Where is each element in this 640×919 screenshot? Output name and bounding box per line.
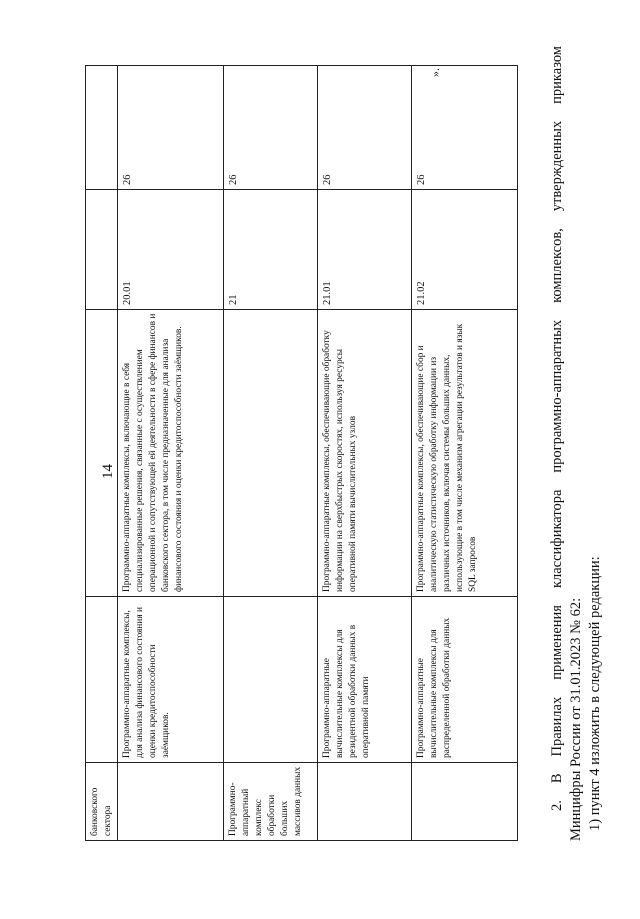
subclass-name-cell: Программно-аппаратные вычислительные комплексы для распределенной обработки данных — [412, 597, 518, 763]
number-cell: 26 — [412, 66, 518, 190]
table-row — [86, 66, 118, 841]
subclass-name-cell: Программно-аппаратные вычислительные комплексы для резидентной обработки данных в оперативной памяти — [318, 597, 412, 763]
class-name-cell — [118, 763, 224, 841]
table-row — [412, 66, 518, 841]
description-cell — [86, 310, 118, 597]
paragraph-subitem: 1) пункт 4 изложить в следующей редакции: — [587, 556, 603, 831]
description-cell: Программно-аппаратные комплексы, обеспечивающие сбор и аналитическую статистическую обработку информации из различных источников, включая системы больших данных, использующие в том числе механизм агрегации результатов и язык SQL запросов — [412, 310, 518, 597]
class-name-cell — [412, 763, 518, 841]
amendment-paragraph — [548, 46, 605, 841]
code-cell: 21 — [224, 190, 318, 310]
number-cell — [86, 66, 118, 190]
number-cell: 26 — [118, 66, 224, 190]
subclass-name-cell — [86, 597, 118, 763]
subclass-name-cell — [224, 597, 318, 763]
table-row — [224, 66, 318, 841]
code-cell — [86, 190, 118, 310]
code-cell: 21.01 — [318, 190, 412, 310]
number-cell: 26 — [224, 66, 318, 190]
class-name-cell: Программно-аппаратный комплекс обработки больших массивов данных — [224, 763, 318, 841]
number-cell: 26 — [318, 66, 412, 190]
code-cell: 20.01 — [118, 190, 224, 310]
table-row — [118, 66, 224, 841]
class-name-cell: банковского сектора — [86, 763, 118, 841]
table-closing-quote: ». — [428, 68, 442, 77]
code-cell: 21.02 — [412, 190, 518, 310]
classifier-table — [85, 65, 518, 841]
page-number: 14 — [100, 464, 116, 479]
description-cell — [224, 310, 318, 597]
paragraph-line: Минцифры России от 31.01.2023 № 62: — [568, 597, 584, 841]
subclass-name-cell: Программно-аппаратные комплексы, для анализа финансового состояния и оценки кредитоспособности заёмщиков. — [118, 597, 224, 763]
class-name-cell — [318, 763, 412, 841]
table-row — [318, 66, 412, 841]
paragraph-line: 2. В Правилах применения классификатора программно-аппаратных комплексов, утвержденных приказом — [549, 46, 565, 811]
description-cell: Программно-аппаратные комплексы, обеспечивающие обработку информации на сверхбыстрых скоростях, используя ресурсы оперативной памяти вычислительных узлов — [318, 310, 412, 597]
description-cell: Программно-аппаратные комплексы, включающие в себя специализированные решения, связанные с осуществлением операционной и сопутствующей ей деятельности в сфере финансов и банковского сектора, в том числе предназначенные для анализа финансового состояния и оценки кредитоспособности заёмщиков. — [118, 310, 224, 597]
